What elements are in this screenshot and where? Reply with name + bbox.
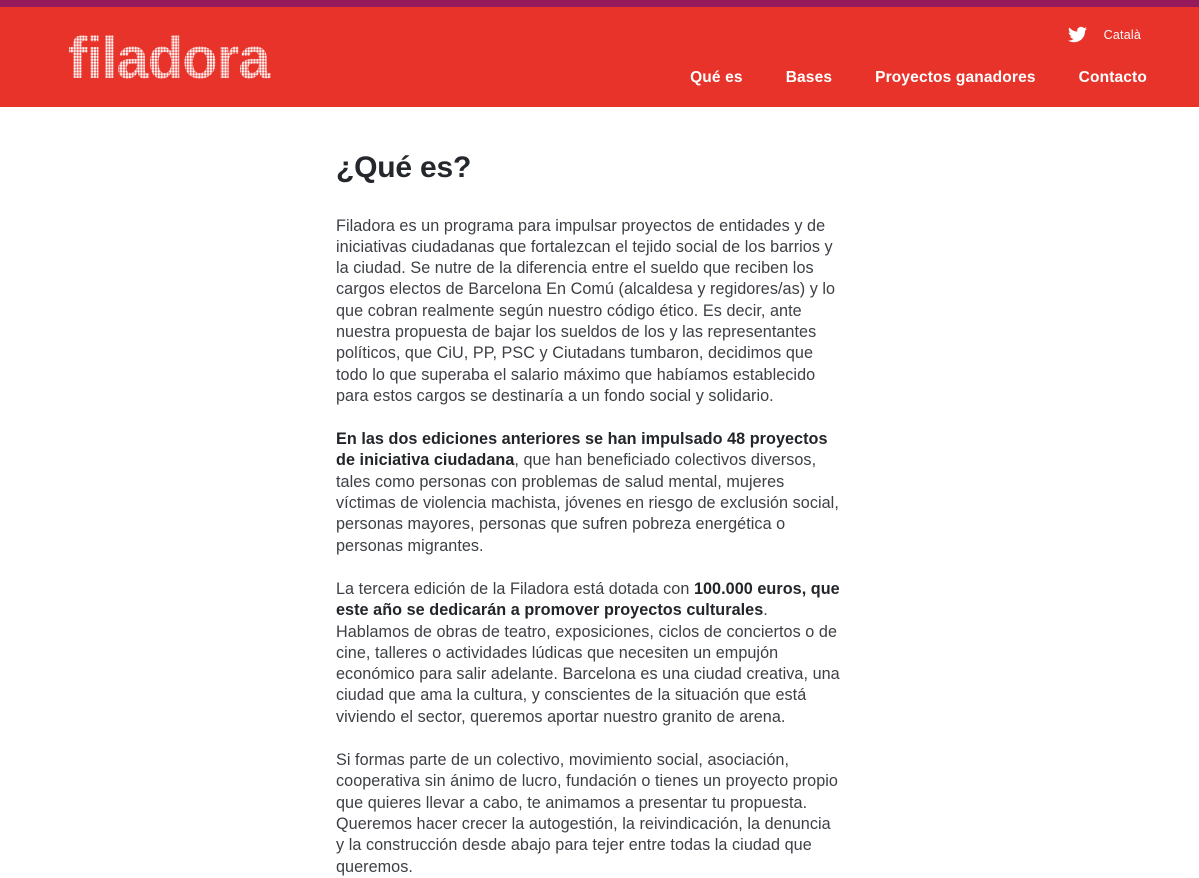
twitter-icon[interactable] — [1068, 25, 1087, 44]
logo-artwork — [68, 27, 314, 89]
site-header — [0, 7, 1199, 107]
header-utility-row — [1068, 25, 1141, 44]
body-text: Si formas parte de un colectivo, movimiento social, asociación, cooperativa sin ánimo de lucro, fundación o tienes un proyecto propio que quieres llevar a cabo, te animamos a presentar tu propuesta. Queremos hacer crecer la autogestión, la reivindicación, la denuncia y la construcción desde abajo para tejer entre todas la ciudad que queremos. — [336, 751, 838, 876]
main-navigation — [690, 69, 1147, 87]
body-text: La tercera edición de la Filadora está dotada con — [336, 579, 694, 598]
nav-item-proyectos-ganadores[interactable]: Proyectos ganadores — [875, 69, 1036, 86]
paragraph-p4 — [336, 750, 841, 878]
language-switcher-link[interactable]: Català — [1103, 27, 1141, 42]
emphasis-text: 100.000 euros, que este año se dedicarán a promover proyectos culturales — [336, 579, 840, 620]
emphasis-text: En las dos ediciones anteriores se han impulsado 48 proyectos de iniciativa ciudadana — [336, 430, 828, 470]
body-text: Filadora es un programa para impulsar proyectos de entidades y de iniciativas ciudadanas que fortalezcan el tejido social de los barrios y la ciudad. Se nutre de la diferencia entre el sueldo que reciben los cargos electos de Barcelona En Comú (alcaldesa y regidores/as) y lo que cobran realmente según nuestro código ético. Es decir, ante nuestra propuesta de bajar los sueldos de los y las representantes políticos, que CiU, PP, PSC y Ciutadans tumbaron, decidimos que todo lo que superaba el salario máximo que habíamos establecido para estos cargos se destinaría a un fondo social y solidario. — [336, 216, 836, 405]
nav-item-que-es[interactable]: Qué es — [690, 69, 743, 86]
article-body — [336, 216, 841, 878]
top-accent-bar — [0, 0, 1199, 7]
site-logo[interactable] — [68, 27, 314, 89]
body-text: , que han beneficiado colectivos diversos, tales como personas con problemas de salud mental, mujeres víctimas de violencia machista, jóvenes en riesgo de exclusión social, personas mayores, personas que sufren pobreza energética o personas migrantes. — [336, 451, 839, 555]
page-content — [0, 107, 1199, 878]
nav-item-contacto[interactable]: Contacto — [1078, 69, 1147, 86]
paragraph-p1 — [336, 216, 841, 408]
twitter-bird-glyph — [1068, 25, 1087, 44]
article-que-es — [336, 107, 841, 878]
paragraph-p3 — [336, 579, 841, 728]
paragraph-p2 — [336, 429, 841, 557]
nav-item-bases[interactable]: Bases — [785, 69, 833, 86]
page-title: ¿Qué es? — [336, 151, 472, 184]
body-text: . Hablamos de obras de teatro, exposiciones, ciclos de conciertos o de cine, talleres o actividades lúdicas que necesiten un empujón económico para salir adelante. Barcelona es una ciudad creativa, una ciudad que ama la cultura, y conscientes de la situación que está viviendo el sector, queremos aportar nuestro granito de arena. — [336, 601, 840, 726]
